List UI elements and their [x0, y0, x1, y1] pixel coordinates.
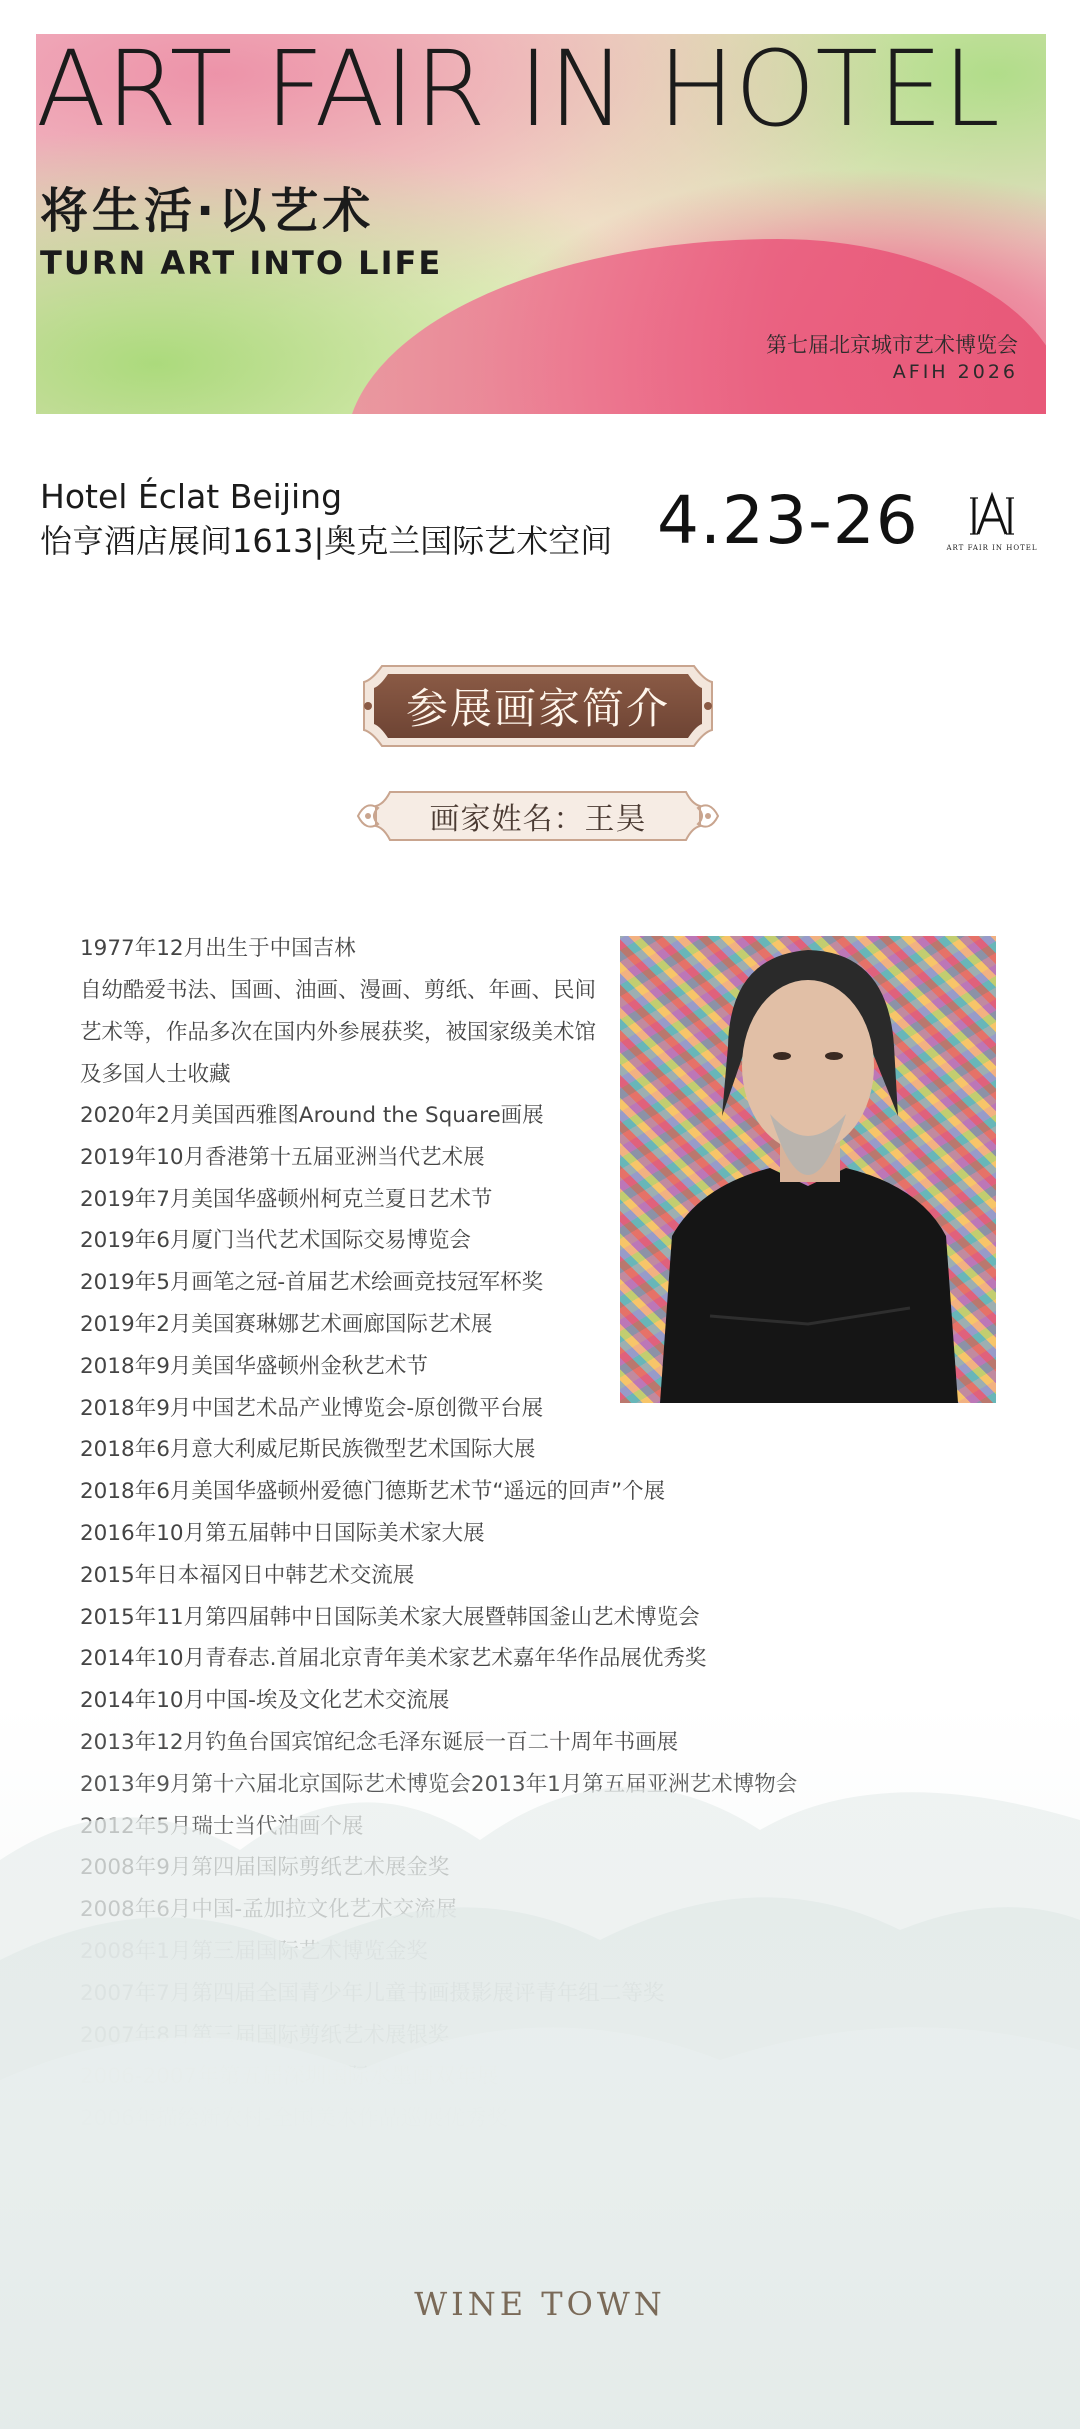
banner-subtitle-en: TURN ART INTO LIFE [40, 244, 443, 282]
exhibition-item: 2018年6月意大利威尼斯民族微型艺术国际大展 [80, 1437, 536, 1463]
footer-brand-logo: WINE TOWN [414, 2285, 666, 2323]
afih-logo [940, 490, 1044, 556]
section-title-badge [358, 660, 718, 752]
venue-name-cn: 怡亨酒店展间1613|奥克兰国际艺术空间 [40, 522, 613, 560]
logo-text: ART FAIR IN HOTEL [946, 544, 1038, 552]
banner-subtitle-cn: 将生活·以艺术 [40, 183, 375, 239]
section-title: 参展画家简介 [405, 684, 670, 733]
banner-title: ART FAIR IN HOTEL [36, 34, 1000, 150]
event-dates: 4.23-26 [657, 482, 919, 559]
exhibition-item: 2016年10月第五届韩中日国际美术家大展 [80, 1520, 485, 1546]
exhibition-item: 2015年日本福冈日中韩艺术交流展 [80, 1562, 415, 1588]
exhibition-item: 2018年9月中国艺术品产业博览会-原创微平台展 [80, 1395, 544, 1421]
artist-name: 画家姓名：王昊 [429, 802, 647, 837]
exhibition-item: 2019年10月香港第十五届亚洲当代艺术展 [80, 1144, 485, 1170]
bio-intro: 自幼酷爱书法、国画、油画、漫画、剪纸、年画、民间艺术等，作品多次在国内外参展获奖，被国家级美术馆及多国人士收藏 [80, 978, 597, 1087]
exhibition-item: 2019年6月厦门当代艺术国际交易博览会 [80, 1228, 471, 1254]
bio-birth: 1977年12月出生于中国吉林 [80, 936, 356, 961]
exhibition-item: 2019年2月美国赛琳娜艺术画廊国际艺术展 [80, 1311, 493, 1337]
venue-name-en: Hotel Éclat Beijing [40, 477, 343, 516]
exhibition-item: 2020年2月美国西雅图Around the Square画展 [80, 1103, 544, 1128]
artist-photo [620, 936, 996, 1403]
exhibition-item: 2019年5月画笔之冠-首届艺术绘画竞技冠军杯奖 [80, 1270, 544, 1296]
exhibition-item: 2019年7月美国华盛顿州柯克兰夏日艺术节 [80, 1186, 493, 1212]
banner-code: AFIH 2026 [892, 361, 1018, 383]
exhibition-item: 2018年9月美国华盛顿州金秋艺术节 [80, 1353, 428, 1379]
banner-decorative-shape [346, 239, 1046, 414]
exhibition-item: 2018年6月美国华盛顿州爱德门德斯艺术节“遥远的回声”个展 [80, 1479, 666, 1505]
banner-edition: 第七届北京城市艺术博览会 [766, 333, 1018, 357]
hero-banner [36, 34, 1046, 414]
artist-name-badge [356, 786, 720, 846]
exhibition-item: 2014年10月青春志.首届北京青年美术家艺术嘉年华作品展优秀奖 [80, 1646, 707, 1672]
exhibition-item: 2015年11月第四届韩中日国际美术家大展暨韩国釜山艺术博览会 [80, 1604, 700, 1630]
